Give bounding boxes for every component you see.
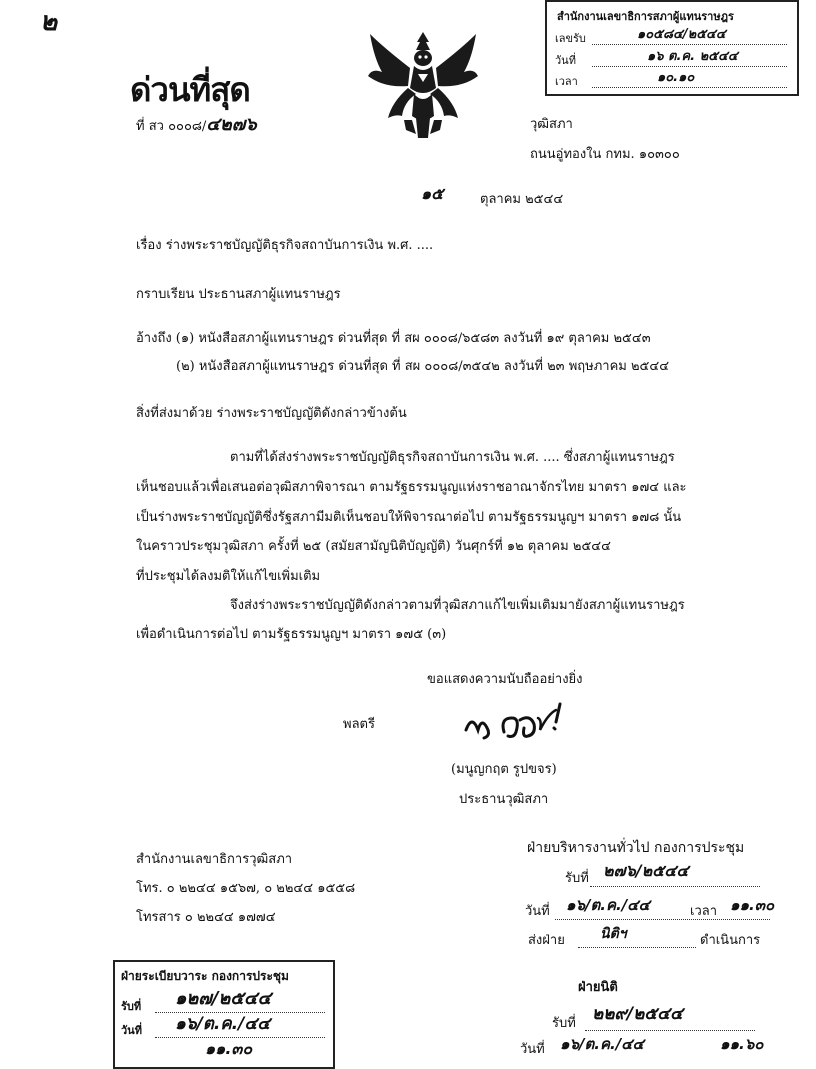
urgency-heading: ด่วนที่สุด — [130, 70, 250, 109]
closing-phrase: ขอแสดงความนับถืออย่างยิ่ง — [427, 672, 583, 687]
stamp-label-time: เวลา — [555, 75, 578, 88]
body-line: เป็นร่างพระราชบัญญัติซึ่งรัฐสภามีมติเห็นชอบให้พิจารณาต่อไป ตามรัฐธรรมนูญฯ มาตรา ๑๗๘ นั้น — [136, 510, 682, 525]
body-line: เห็นชอบแล้วเพื่อเสนอต่อวุฒิสภาพิจารณา ตามรัฐธรรมนูญแห่งราชอาณาจักรไทย มาตรา ๑๗๔ และ — [136, 480, 687, 495]
stamp-dotted-line — [155, 1012, 325, 1013]
stamp-house-secretariat — [545, 0, 799, 96]
corner-handwritten-mark: ๒ — [40, 7, 58, 37]
stamp-label-date: วันที่ — [525, 904, 550, 919]
garuda-emblem-icon — [364, 28, 482, 140]
stamp-dotted-line — [585, 1030, 755, 1031]
body-line: ที่ประชุมได้ลงมติให้แก้ไขเพิ่มเติม — [136, 569, 321, 584]
stamp-label-dept: ส่งฝ่าย — [528, 933, 565, 948]
salutation: กราบเรียน ประธานสภาผู้แทนราษฎร — [136, 287, 341, 302]
sender-office: วุฒิสภา — [530, 117, 573, 132]
stamp-label-received: เลขรับ — [555, 32, 586, 45]
body-line: ตามที่ได้ส่งร่างพระราชบัญญัติธุรกิจสถาบันการเงิน พ.ศ. .... ซึ่งสภาผู้แทนราษฎร — [230, 450, 675, 465]
footer-fax: โทรสาร ๐ ๒๒๔๔ ๑๗๗๔ — [136, 910, 276, 925]
stamp-dotted-line — [590, 886, 760, 887]
date-month-year: ตุลาคม ๒๕๔๔ — [480, 192, 564, 207]
stamp-dotted-line — [555, 919, 770, 920]
sender-address: ถนนอู่ทองใน กทม. ๑๐๓๐๐ — [530, 147, 680, 162]
stamp-title: ฝ่ายระเบียบวาระ กองการประชุม — [121, 969, 289, 983]
stamp-value-date: ๑๖ ต.ค. ๒๕๔๔ — [647, 49, 738, 64]
enclosure-line: สิ่งที่ส่งมาด้วย ร่างพระราชบัญญัติดังกล่าวข้างต้น — [136, 406, 407, 421]
stamp-dotted-line — [155, 1037, 325, 1038]
footer-office: สำนักงานเลขาธิการวุฒิสภา — [136, 852, 293, 867]
stamp-title: ฝ่ายบริหารงานทั่วไป กองการประชุม — [527, 840, 745, 856]
stamp-label-received: รับที่ — [565, 871, 589, 886]
stamp-value-time: ๑๐.๑๐ — [657, 70, 695, 85]
signer-name: (มนูญกฤต รูปขจร) — [451, 762, 557, 777]
reference-prefix: ที่ สว ๐๐๐๘/ — [136, 119, 207, 134]
body-line: จึงส่งร่างพระราชบัญญัติดังกล่าวตามที่วุฒิสภาแก้ไขเพิ่มเติมมายังสภาผู้แทนราษฎร — [230, 598, 685, 613]
stamp-value-time: ๑๑.๖๐ — [720, 1035, 764, 1053]
reference-2: (๒) หนังสือสภาผู้แทนราษฎร ด่วนที่สุด ที่ สผ ๐๐๐๘/๓๕๔๒ ลงวันที่ ๒๓ พฤษภาคม ๒๕๔๔ — [176, 359, 670, 374]
handwritten-signature — [462, 700, 572, 744]
body-line: เพื่อดำเนินการต่อไป ตามรัฐธรรมนูญฯ มาตรา ๑๗๕ (๓) — [136, 627, 447, 642]
document-reference-number — [136, 114, 257, 135]
stamp-label-action: ดำเนินการ — [700, 933, 761, 948]
stamp-title: สำนักงานเลขาธิการสภาผู้แทนราษฎร — [557, 10, 734, 23]
stamp-value-date: ๑๖/ต.ค./๔๔ — [560, 1035, 644, 1053]
stamp-value-received: ๒๗๖/๒๕๔๔ — [603, 861, 689, 880]
stamp-dotted-line — [578, 947, 696, 948]
stamp-dotted-line — [592, 66, 787, 67]
subject-line: เรื่อง ร่างพระราชบัญญัติธุรกิจสถาบันการเงิน พ.ศ. .... — [136, 238, 434, 253]
date-day-handwritten: ๑๕ — [421, 184, 444, 203]
stamp-value-received: ๒๒๙/๒๕๔๔ — [592, 1004, 683, 1024]
stamp-dotted-line — [592, 44, 787, 45]
signer-title: ประธานวุฒิสภา — [459, 792, 549, 807]
stamp-label-date: วันที่ — [555, 54, 576, 67]
stamp-value-received: ๑๒๗/๒๕๔๔ — [175, 988, 272, 1009]
stamp-value-received: ๑๐๕๘๔/๒๕๔๔ — [637, 27, 726, 42]
stamp-value-time: ๑๑.๓๐ — [205, 1039, 253, 1058]
body-line: ในคราวประชุมวุฒิสภา ครั้งที่ ๒๕ (สมัยสามัญนิติบัญญัติ) วันศุกร์ที่ ๑๒ ตุลาคม ๒๕๔๔ — [136, 539, 611, 554]
stamp-title: ฝ่ายนิติ — [578, 980, 618, 995]
signer-rank: พลตรี — [343, 717, 375, 732]
reference-handwritten-number: ๔๒๗๖ — [206, 114, 257, 135]
reference-1: อ้างถึง (๑) หนังสือสภาผู้แทนราษฎร ด่วนที่สุด ที่ สผ ๐๐๐๘/๖๕๘๓ ลงวันที่ ๑๙ ตุลาคม ๒๕๔๓ — [136, 331, 651, 346]
stamp-agenda-section — [113, 960, 335, 1069]
stamp-label-date: วันที่ — [121, 1024, 142, 1037]
stamp-dotted-line — [592, 87, 787, 88]
footer-telephone: โทร. ๐ ๒๒๔๔ ๑๕๖๗, ๐ ๒๒๔๔ ๑๕๕๘ — [136, 881, 356, 896]
stamp-value-date: ๑๖/ต.ค./๔๔ — [175, 1014, 271, 1034]
stamp-label-time: เวลา — [690, 904, 718, 919]
stamp-value-dept: นิติฯ — [600, 926, 627, 942]
stamp-value-time: ๑๑.๓๐ — [730, 896, 775, 914]
stamp-label-received: รับที่ — [552, 1016, 576, 1031]
stamp-label-date: วันที่ — [520, 1042, 545, 1057]
stamp-value-date: ๑๖/ต.ค./๔๔ — [566, 896, 650, 914]
stamp-label-received: รับที่ — [121, 1000, 142, 1013]
